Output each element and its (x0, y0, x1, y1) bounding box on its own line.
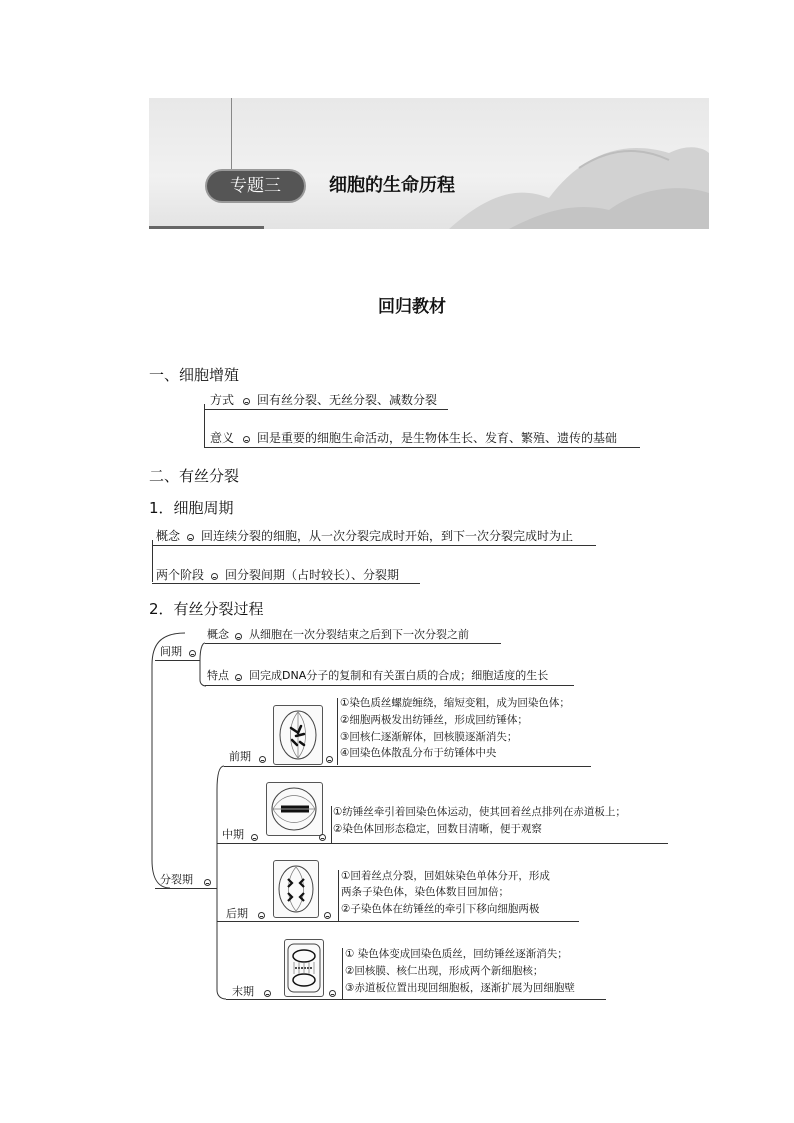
banner-badge (207, 171, 304, 201)
section1-heading: 一、细胞增殖 (149, 366, 240, 384)
cycle-concept-node-icon (187, 534, 194, 541)
telophase-line-1: ① 染色体变成回染色质丝，回纺锤丝逐渐消失； (345, 948, 568, 960)
prophase-detail-node-icon (326, 756, 333, 763)
anaphase-rule (217, 921, 579, 922)
interphase-concept-label: 概念 (207, 628, 229, 641)
metaphase-cell-diagram (266, 782, 323, 836)
telophase-label: 末期 (232, 985, 254, 998)
anaphase-line-2: 两条子染色体，染色体数目回加倍； (341, 886, 509, 898)
interphase-concept-text: 从细胞在一次分裂结束之后到下一次分裂之前 (249, 628, 469, 641)
prophase-cell-diagram (273, 705, 323, 765)
cycle-concept-text: 回连续分裂的细胞，从一次分裂完成时开始，到下一次分裂完成时为止 (201, 529, 574, 543)
banner-title: 细胞的生命历程 (329, 175, 455, 196)
metaphase-rule (217, 843, 668, 844)
mitotic-phase-label: 分裂期 (160, 873, 193, 886)
anaphase-label: 后期 (226, 907, 248, 920)
cycle-concept-rule (152, 545, 596, 546)
header-banner (149, 98, 709, 229)
cycle-stages-text: 回分裂间期（占时较长）、分裂期 (225, 568, 400, 582)
telophase-line-3: ③赤道板位置出现回细胞板，逐渐扩展为回细胞壁 (345, 982, 575, 994)
anaphase-bracket (338, 870, 339, 921)
sec1-way-text: 回有丝分裂、无丝分裂、减数分裂 (257, 393, 438, 407)
metaphase-line-2: ②染色体回形态稳定，回数目清晰，便于观察 (333, 823, 542, 835)
banner-badge-text: 专题三 (230, 176, 281, 196)
anaphase-node-icon (258, 912, 265, 919)
prophase-line-2: ②细胞两极发出纺锤丝，形成回纺锤体； (340, 714, 528, 726)
sec1-way-node-icon (243, 398, 250, 405)
prophase-rule (224, 766, 591, 767)
telophase-rule (226, 999, 606, 1000)
sec2-bracket (152, 540, 153, 582)
telophase-cell-diagram (284, 939, 324, 997)
interphase-node-icon (189, 650, 196, 657)
interphase-concept-node-icon (235, 633, 242, 640)
mitotic-phase-node-icon (204, 879, 211, 886)
interphase-label: 间期 (160, 645, 182, 658)
sec1-bracket (204, 404, 205, 448)
page-title: 回归教材 (378, 297, 446, 317)
cycle-stages-rule (152, 583, 420, 584)
subsection-cell-cycle: 1．细胞周期 (149, 499, 234, 517)
anaphase-detail-node-icon (324, 912, 331, 919)
metaphase-node-icon (251, 834, 258, 841)
banner-bottom-rule (149, 226, 264, 229)
telophase-line-2: ②回核膜、核仁出现，形成两个新细胞核； (345, 965, 544, 977)
sec1-way-rule (204, 409, 448, 410)
metaphase-detail-node-icon (319, 834, 326, 841)
subsection-mitosis-process: 2．有丝分裂过程 (149, 600, 264, 618)
metaphase-bracket (331, 806, 332, 843)
telophase-detail-node-icon (329, 990, 336, 997)
prophase-node-icon (259, 756, 266, 763)
anaphase-cell-diagram (273, 860, 319, 918)
sec1-meaning-rule (204, 447, 640, 448)
interphase-feature-rule (205, 685, 574, 686)
cycle-stages-label: 两个阶段 (156, 568, 205, 582)
prophase-line-4: ④回染色体散乱分布于纺锤体中央 (340, 747, 497, 759)
interphase-feature-text: 回完成DNA分子的复制和有关蛋白质的合成；细胞适度的生长 (249, 669, 549, 682)
interphase-feature-label: 特点 (207, 669, 229, 682)
prophase-label: 前期 (229, 750, 251, 763)
anaphase-line-3: ②子染色体在纺锤丝的牵引下移向细胞两极 (341, 903, 540, 915)
telophase-node-icon (264, 990, 271, 997)
prophase-line-3: ③回核仁逐渐解体，回核膜逐渐消失； (340, 731, 518, 743)
mountain-decoration-icon (149, 98, 709, 229)
anaphase-line-1: ①回着丝点分裂，回姐妹染色单体分开，形成 (341, 870, 550, 882)
sec1-meaning-text: 回是重要的细胞生命活动，是生物体生长、发育、繁殖、遗传的基础 (257, 431, 618, 445)
cycle-stages-node-icon (211, 573, 218, 580)
interphase-concept-rule (205, 643, 501, 644)
telophase-bracket (342, 948, 343, 999)
metaphase-label: 中期 (222, 828, 244, 841)
sec1-meaning-label: 意义 (210, 431, 235, 445)
mitotic-phase-rule (155, 888, 217, 889)
metaphase-line-1: ①纺锤丝牵引着回染色体运动，使其回着丝点排列在赤道板上； (333, 806, 626, 818)
prophase-line-1: ①染色质丝螺旋缠绕，缩短变粗，成为回染色体； (340, 697, 570, 709)
sec1-way-label: 方式 (210, 393, 235, 407)
sec1-meaning-node-icon (243, 436, 250, 443)
prophase-bracket (337, 698, 338, 765)
interphase-feature-node-icon (235, 674, 242, 681)
section2-heading: 二、有丝分裂 (149, 467, 240, 485)
banner-vertical-rule (231, 98, 232, 178)
cycle-concept-label: 概念 (156, 529, 181, 543)
interphase-rule (155, 660, 200, 661)
